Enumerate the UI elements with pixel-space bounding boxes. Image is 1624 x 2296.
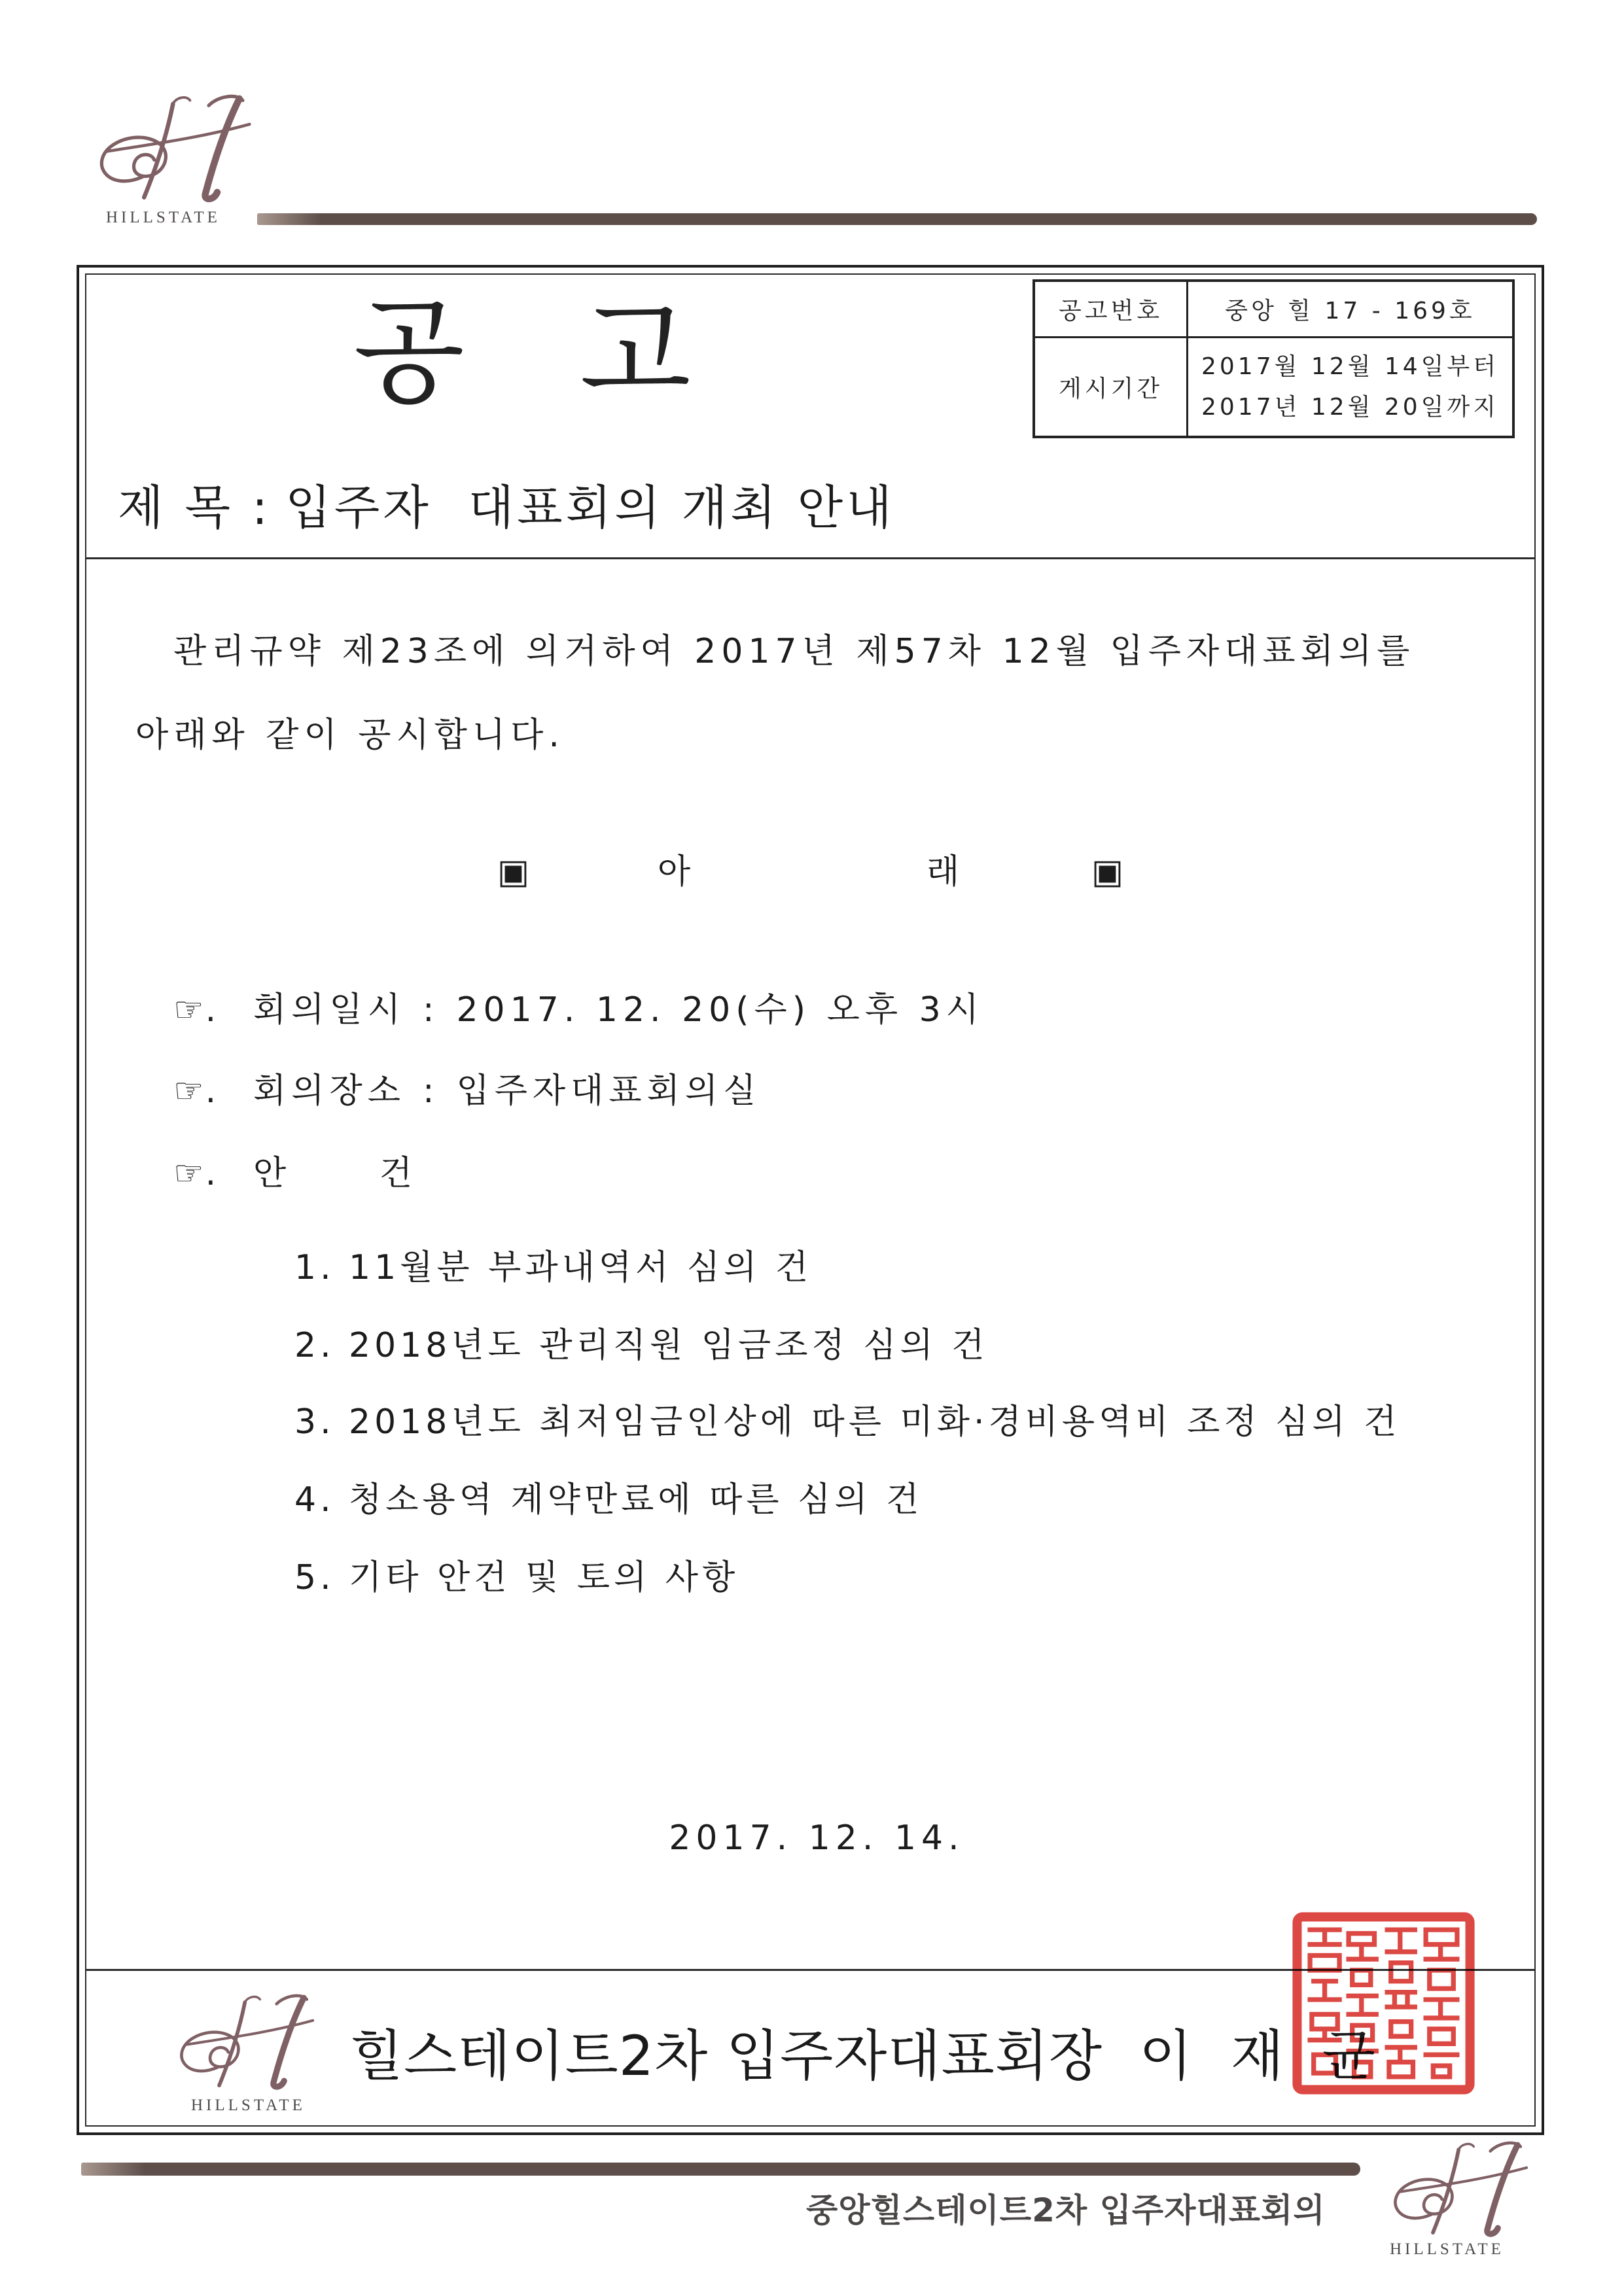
notice-number-value: 중앙 힐 17 - 169호	[1188, 282, 1512, 338]
agenda-number: 4.	[294, 1480, 335, 1520]
signature-logo-wordmark: HILLSTATE	[191, 2096, 306, 2114]
subject-line	[118, 478, 895, 537]
signature-organization: 힐스테이트2차 입주자대표회장	[350, 2024, 1103, 2088]
section-heading-mark-right: ▣	[1091, 852, 1124, 892]
notice-title: 공 고	[353, 286, 691, 420]
pointing-hand-bullet: ☞.	[173, 1071, 218, 1111]
detail-separator: :	[422, 990, 440, 1030]
agenda-number: 1.	[294, 1248, 335, 1287]
signature-name: 이 재 균	[1139, 2024, 1376, 2088]
agenda-number: 2.	[294, 1326, 335, 1365]
agenda-text: 청소용역 계약만료에 따른 심의 건	[349, 1480, 923, 1520]
detail-label: 회의일시	[253, 990, 406, 1030]
header-logo-wordmark: HILLSTATE	[106, 209, 221, 226]
hillstate-logo-icon	[1374, 2139, 1531, 2237]
section-heading-char-2: 래	[927, 852, 960, 892]
subject-divider	[85, 557, 1536, 559]
detail-label: 회의장소	[253, 1071, 406, 1111]
detail-label: 안 건	[253, 1154, 417, 1193]
agenda-number: 3.	[294, 1402, 335, 1442]
detail-agenda-heading	[173, 1151, 417, 1196]
detail-value: 입주자대표회의실	[456, 1071, 762, 1111]
agenda-text: 2018년도 최저임금인상에 따른 미화·경비용역비 조정 심의 건	[349, 1402, 1401, 1442]
posting-period-start: 2017월 12월 14일부터	[1201, 353, 1499, 380]
posting-period-value	[1188, 338, 1512, 436]
subject-text: 입주자 대표회의 개최 안내	[285, 480, 895, 535]
hillstate-logo-icon	[162, 1992, 316, 2090]
agenda-item	[294, 1399, 1400, 1445]
body-paragraph-line-2: 아래와 같이 공시합니다.	[135, 716, 565, 755]
body-paragraph-line-1: 관리규약 제23조에 의거하여 2017년 제57차 12월 입주자대표회의를	[173, 632, 1415, 671]
hillstate-logo-icon	[81, 92, 251, 203]
agenda-number: 5.	[294, 1558, 335, 1597]
footer-logo-wordmark: HILLSTATE	[1390, 2240, 1504, 2258]
detail-meeting-place	[173, 1068, 761, 1114]
official-seal-icon	[1292, 1911, 1475, 2095]
notice-info-table	[1033, 279, 1515, 438]
footer-organization: 중앙힐스테이트2차 입주자대표회의	[806, 2191, 1326, 2229]
notice-number-label: 공고번호	[1035, 282, 1188, 338]
notice-date: 2017. 12. 14.	[669, 1818, 964, 1858]
detail-separator: :	[422, 1071, 440, 1111]
footer-divider-bar	[81, 2163, 1360, 2176]
signature-line	[350, 2023, 1376, 2089]
agenda-item	[294, 1245, 812, 1291]
subject-label: 제 목 :	[118, 480, 272, 535]
agenda-item	[294, 1323, 988, 1368]
section-heading-char-1: 아	[658, 852, 691, 892]
header-divider-bar	[257, 213, 1537, 225]
section-heading-mark-left: ▣	[497, 852, 530, 892]
agenda-text: 기타 안건 및 토의 사항	[349, 1558, 739, 1597]
agenda-text: 11월분 부과내역서 심의 건	[349, 1248, 813, 1287]
pointing-hand-bullet: ☞.	[173, 1154, 218, 1193]
agenda-item	[294, 1555, 739, 1601]
pointing-hand-bullet: ☞.	[173, 990, 218, 1030]
detail-value: 2017. 12. 20(수) 오후 3시	[456, 990, 984, 1030]
posting-period-end: 2017년 12월 20일까지	[1201, 393, 1499, 421]
agenda-item	[294, 1477, 923, 1523]
posting-period-label: 게시기간	[1035, 338, 1188, 436]
detail-meeting-datetime	[173, 987, 984, 1033]
agenda-text: 2018년도 관리직원 임금조정 심의 건	[349, 1326, 989, 1365]
